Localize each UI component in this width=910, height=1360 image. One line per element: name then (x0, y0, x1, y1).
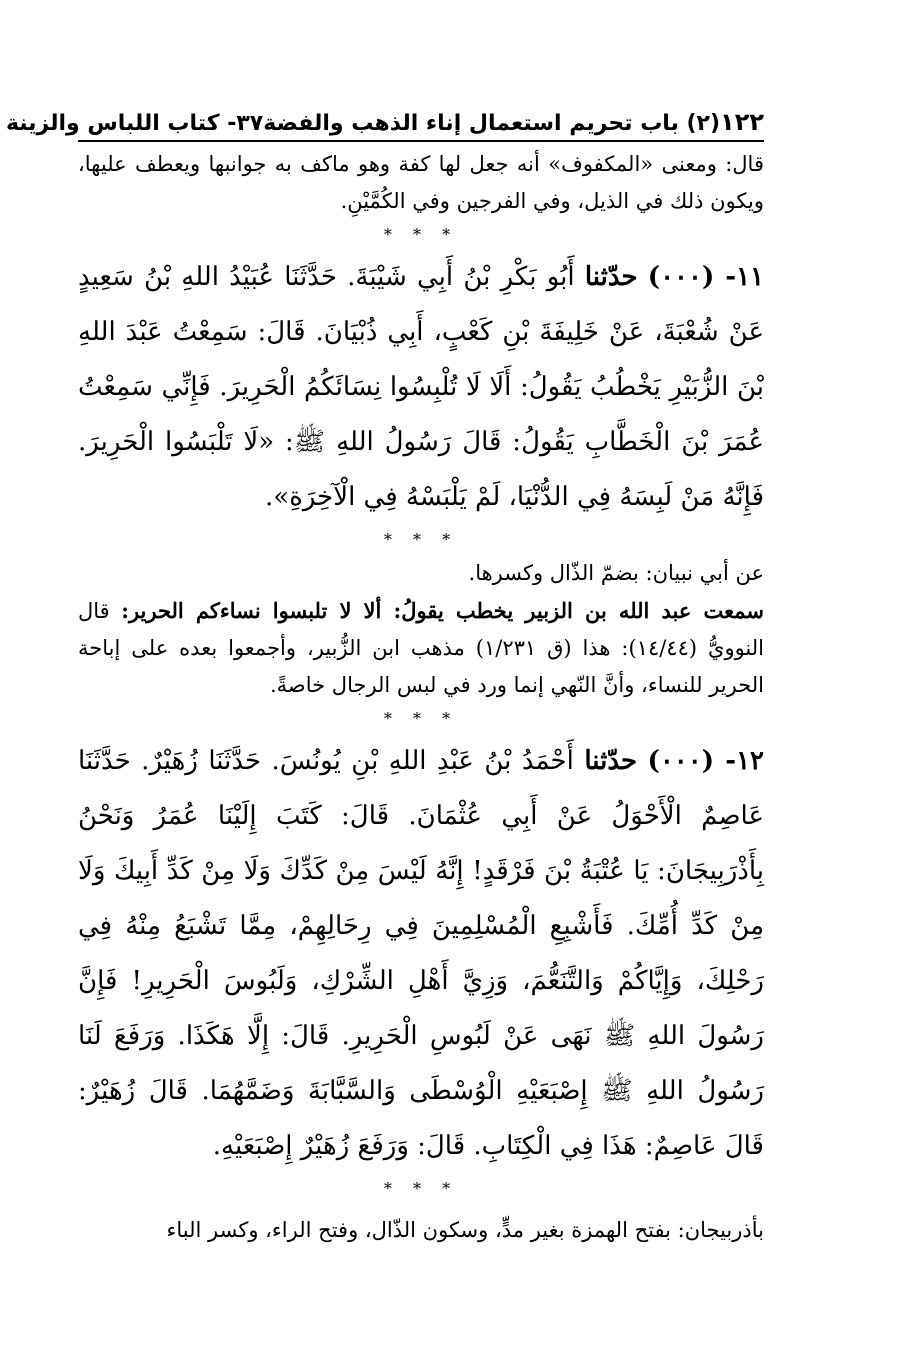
separator: * * * (383, 225, 459, 244)
separator: * * * (383, 530, 459, 549)
separator: * * * (383, 1179, 459, 1198)
note-adharbayjan: بأذربيجان: بفتح الهمزة بغير مدٍّ، وسكون الذّال، وفتح الراء، وكسر الباء (166, 1218, 764, 1242)
hadith-text: أَبُو بَكْرِ بْنُ أَبِي شَيْبَةَ. حَدَّثَنَا عُبَيْدُ اللهِ بْنُ سَعِيدٍ عَنْ شُعْبَةَ، عَنْ خَلِيفَةَ بْنِ كَعْبٍ، أَبِي ذُبْيَانَ. قَالَ: سَمِعْتُ عَبْدَ اللهِ بْنَ الزُّبَيْرِ يَخْطُبُ يَقُولُ: أَلَا لَا تُلْبِسُوا نِسَائَكُمُ الْحَرِيرَ. فَإِنِّي سَمِعْتُ عُمَرَ بْنَ الْخَطَّابِ يَقُولُ: قَالَ رَسُولُ اللهِ ﷺ: «لَا تَلْبَسُوا الْحَرِيرَ. فَإِنَّهُ مَنْ لَبِسَهُ فِي الدُّنْيَا، لَمْ يَلْبَسْهُ فِي الْآخِرَةِ». (78, 262, 764, 512)
note-text: قال النوويُّ (١٤/٤٤): هذا (ق ١/٢٣١) مذهب ابن الزُّبير، وأجمعوا بعده على إباحة الحرير للنساء، وأنَّ النّهي إنما ورد في لبس الرجال خاصةً. (78, 599, 764, 697)
book-page (5, 108, 765, 1249)
hadith-number: ١٢- (٠٠٠) (647, 746, 765, 776)
running-title: (٢) باب تحريم استعمال إناء الذهب والفضة٣٧- كتاب اللباس والزينة (5, 111, 721, 136)
hadith-lead: حدّثنا (584, 746, 638, 776)
note-dhubyan: عن أبي نبيان: بضمّ الذّال وكسرها. (468, 561, 764, 585)
intro-note: قال: ومعنى «المكفوف» أنه جعل لها كفة وهو ماكف به جوانبها ويعطف عليها، ويكون ذلك في الذيل، وفي الفرجين وفي الكُمَّيْنِ. (78, 152, 764, 213)
hadith-12 (78, 734, 764, 1174)
note-nawawi (78, 592, 764, 704)
note-lead: سمعت عبد الله بن الزبير يخطب يقولُ: ألا لا تلبسوا نساءكم الحرير: (121, 598, 764, 623)
hadith-number: ١١- (٠٠٠) (647, 262, 764, 292)
separator: * * * (383, 709, 459, 728)
page-number: ١٢٢ (720, 108, 764, 136)
hadith-text: أَحْمَدُ بْنُ عَبْدِ اللهِ بْنِ يُونُسَ. حَدَّثَنَا زُهَيْرٌ. حَدَّثَنَا عَاصِمٌ الْأَحْوَلُ عَنْ أَبِي عُثْمَانَ. قَالَ: كَتَبَ إِلَيْنَا عُمَرُ وَنَحْنُ بِأَذْرَبِيجَانَ: يَا عُتْبَةُ بْنَ فَرْقَدٍ! إِنَّهُ لَيْسَ مِنْ كَدِّكَ وَلَا مِنْ كَدِّ أَبِيكَ وَلَا مِنْ كَدِّ أُمِّكَ. فَأَشْبِعِ الْمُسْلِمِينَ فِي رِحَالِهِمْ، مِمَّا تَشْبَعُ مِنْهُ فِي رَحْلِكَ، وَإِيَّاكُمْ وَالتَّنَعُّمَ، وَزِيَّ أَهْلِ الشِّرْكِ، وَلَبُوسَ الْحَرِيرِ! فَإِنَّ رَسُولَ اللهِ ﷺ نَهَى عَنْ لَبُوسِ الْحَرِيرِ. قَالَ: إِلَّا هَكَذَا. وَرَفَعَ لَنَا رَسُولُ اللهِ ﷺ إِصْبَعَيْهِ الْوُسْطَى وَالسَّبَّابَةَ وَضَمَّهُمَا. قَالَ زُهَيْرٌ: قَالَ عَاصِمٌ: هَذَا فِي الْكِتَابِ. قَالَ: وَرَفَعَ زُهَيْرٌ إِصْبَعَيْهِ. (78, 746, 764, 1161)
page-header (5, 108, 764, 142)
hadith-lead: حدّثنا (584, 262, 638, 292)
hadith-11 (78, 250, 764, 525)
